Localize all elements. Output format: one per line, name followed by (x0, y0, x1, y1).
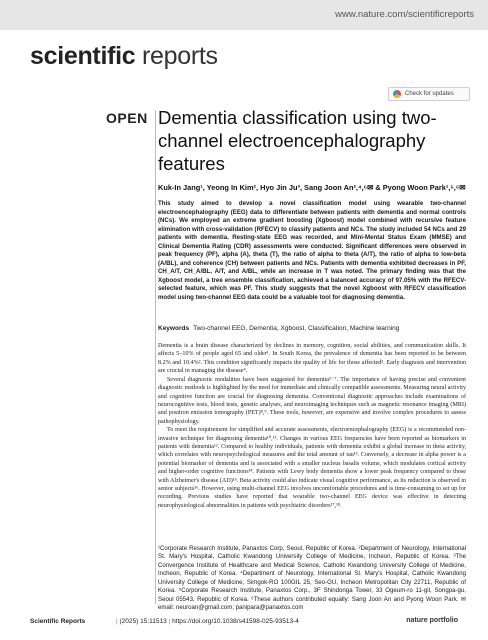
margin-rule (155, 110, 156, 604)
page-footer (30, 608, 458, 628)
keywords-label: Keywords (158, 325, 190, 332)
journal-url-link[interactable]: www.nature.com/scientificreports (335, 9, 474, 20)
check-for-updates-label: Check for updates (405, 91, 454, 97)
article-body (158, 342, 466, 510)
footer-volume: (2025) 15:11513 (119, 618, 167, 625)
footer-journal-name: Scientific Reports (30, 618, 86, 625)
body-paragraph-2: Several diagnostic modalities have been suggested for dementia⁵⁻⁷. The importance of having precise and convenient diagnostic methods is highlighted by the need for immediate and clinically compatible assessments. Measuring neural activity and cognitive function are crucial for diagnosing dementia. Conventional diagnostic approaches include examinations of neurocognitive tests, blood tests, genetic analyses, and neuroimaging techniques such as magnetic resonance imaging (MRI) and positron emission tomography (PET)⁸,⁹. These tools, however, are expensive and involve complex procedures to assess pathophysiology. (158, 376, 466, 425)
logo-word-scientific: scientific (30, 42, 136, 70)
top-bar (0, 0, 488, 30)
article-title: Dementia classification using two-channel electroencephalography features (158, 107, 437, 174)
abstract: This study aimed to develop a novel classification model using wearable two-channel electroencephalography (EEG) data to differentiate between patients with dementia and normal controls (NCs). We employed an extreme gradient boosting (Xgboost) model combined with recursive feature elimination with cross-validation (RFECV) to classify patients and NCs. The study included 54 NCs and 29 patients with dementia. Resting-state EEG was recorded, and Mini-Mental Status Exam (MMSE) and Clinical Dementia Rating (CDR) assessments were conducted. Significant differences were observed in peak frequency (PF), alpha (A), theta (T), the ratio of alpha to theta (A/T), the ratio of alpha to low-beta (A/BL), and coherence (CH) between patients and NCs. Patients with dementia exhibited decreases in PF, CH_A/T, CH_A/BL, A/T, and A/BL, while an increase in T was noted. The primary finding was that the Xgboost model, a tree ensemble classification, achieved a balanced accuracy of 97.05% with the RFECV-selected feature, which was PF. This study suggests that the novel Xgboost with RFECV classification model using two-channel EEG data could be a valuable tool for diagnosing dementia. (158, 200, 466, 301)
body-paragraph-1: Dementia is a brain disease characterized by declines in memory, cognition, social abilities, and communication skills. It affects 5–10% of people aged 65 and older¹. In South Korea, the prevalence of dementia has been reported to be between 8.2% and 10.4%². This condition significantly impacts the quality of life for those affected³. Early diagnosis and intervention are crucial in managing the disease⁴. (158, 343, 466, 375)
body-paragraph-3: To meet the requirement for simplified and accurate assessments, electroencephalography (EEG) is a recommended non-invasive technique for diagnosing dementia¹⁰,¹¹. Changes in various EEG frequencies have been reported as biomarkers in patients with dementia¹². Compared to healthy individuals, patients with dementia exhibit a global increase in theta activity, which correlates with neuropsychological measures and the total amount of tau¹³. Conversely, a decrease in alpha power is a potential biomarker of dementia and is associated with a smaller nucleus basalis volume, which modulates cortical activity and higher-order cognitive functions¹⁴. Patients with Lewy body dementia show a lower peak frequency compared to those with Alzheimer's disease (AD)¹⁵. Beta activity could also indicate visual cognitive performance, as its reduction is observed in senior subjects¹⁶. However, using multi-channel EEG involves uncomfortable procedures and is time-consuming to set up for recording. Previous studies have reported that wearable two-channel EEG device was effective in detecting neurophysiological abnormalities in patients with psychiatric disorders¹⁷,¹⁸. (158, 427, 466, 509)
logo-word-reports: reports (135, 42, 218, 70)
footer-separator-2: | (168, 618, 171, 625)
journal-logo[interactable] (30, 42, 218, 71)
footer-doi-link[interactable]: https://doi.org/10.1038/s41598-025-93513-4 (172, 618, 299, 625)
nature-portfolio-logo: nature portfolio (406, 617, 458, 624)
check-for-updates-button[interactable] (388, 87, 470, 101)
keywords-line (158, 325, 466, 332)
footer-separator: | (116, 618, 118, 625)
affiliations-footnote: ¹Corporate Research Institute, Panaxtos Corp, Seoul, Republic of Korea. ²Department of Neurology, International St. Mary's Hospital, Catholic Kwandong University College of Medicine, Incheon, Republic of Korea. ³The Convergence Institute of Healthcare and Medical Science, Catholic Kwandong University College of Medicine, Incheon, Republic of Korea. ⁴Department of Neurology, International St. Mary's Hospital, Catholic Kwandong University College of Medicine, Simgok-RO 100GIL 25, Seo-GU, Incheon Metropolitan City 22711, Republic of Korea. ⁵Corporate Research Institute, Panaxtos Corp., 3F Shindonga Tower, 33 Ogeum-ro 11-gil, Songpa-gu, Seoul 05543, Republic of Korea. ⁶These authors contributed equally: Sang Joon An and Pyong Woon Park. ✉email: neuroan@gmail.com; panipara@panaxtos.com (158, 545, 466, 612)
keywords-text: Two-channel EEG, Dementia, Xgboost, Classification, Machine learning (193, 325, 400, 332)
author-list[interactable]: Kuk-In Jang¹, Yeong In Kim², Hyo Jin Ju³, Sang Joon An²,⁴,⁶✉ & Pyong Woon Park¹,⁵,⁶✉ (158, 183, 466, 192)
crossmark-icon (393, 90, 401, 98)
footer-citation (116, 618, 299, 625)
open-access-label: OPEN (106, 110, 148, 126)
